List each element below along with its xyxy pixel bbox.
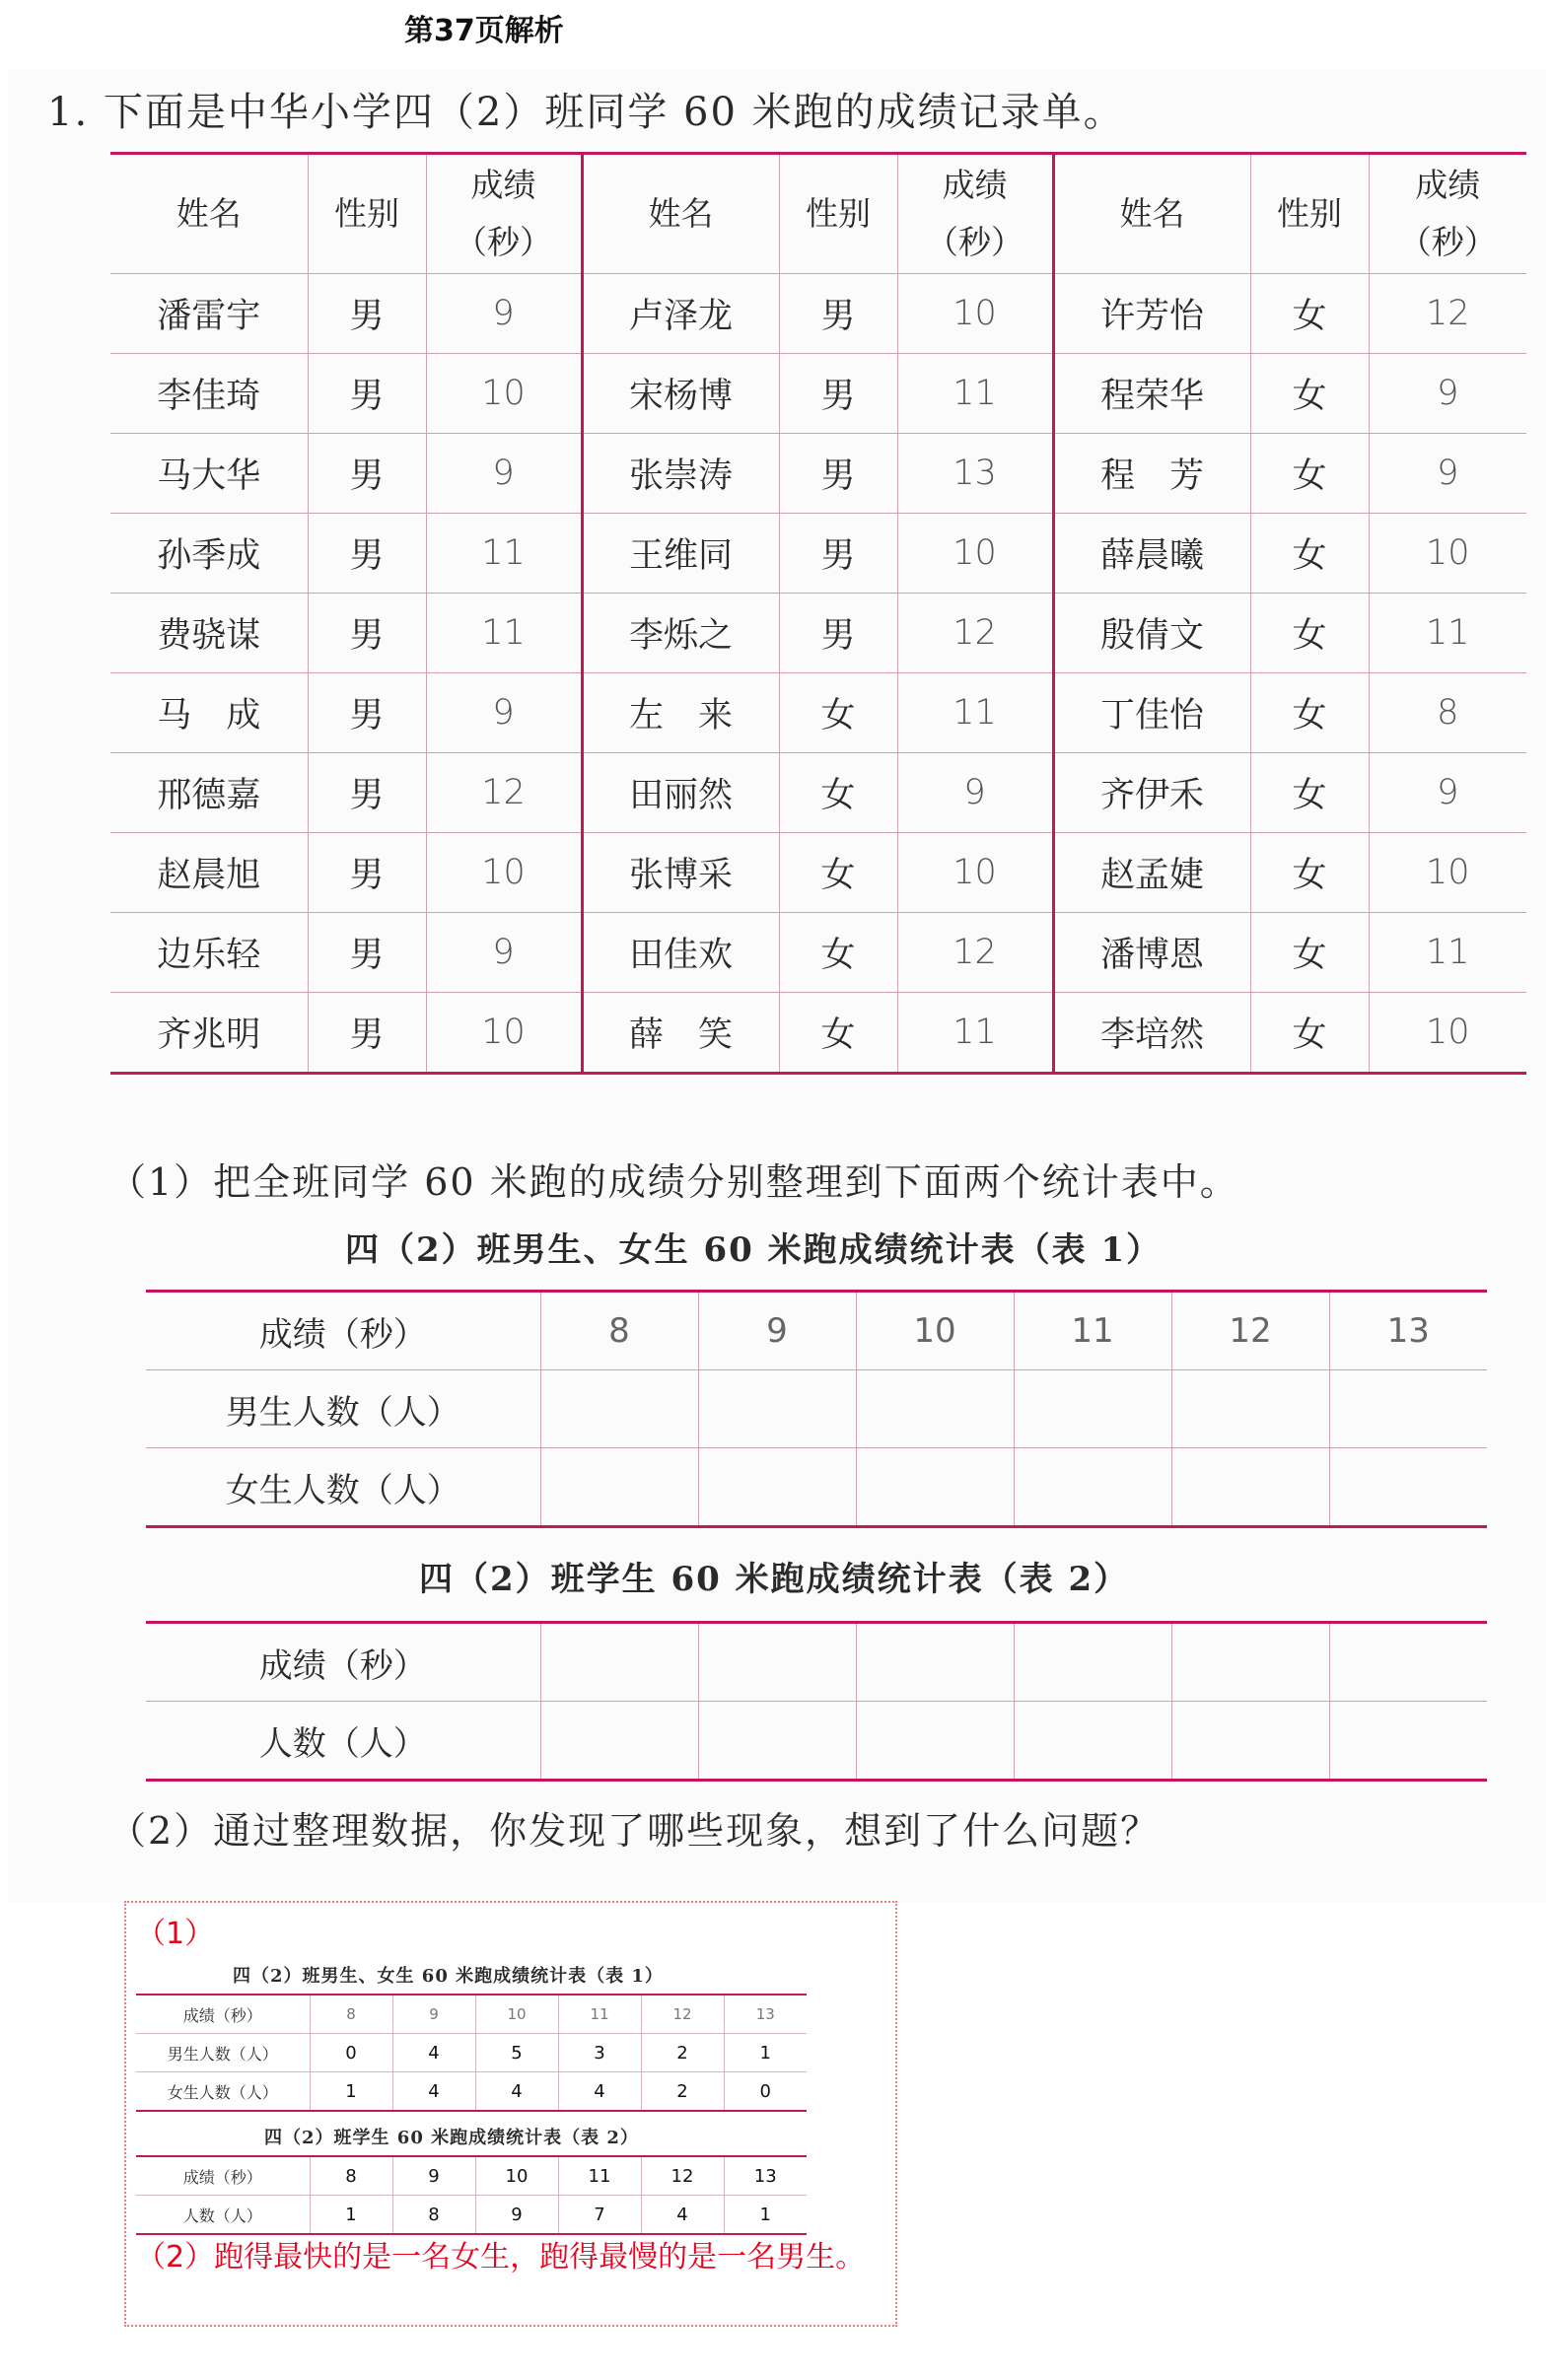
- table-row: [110, 514, 1526, 594]
- student-score: 13: [897, 434, 1053, 514]
- student-gender: 女: [779, 833, 897, 913]
- blank-cell[interactable]: [856, 1623, 1014, 1702]
- blank-cell[interactable]: [698, 1623, 856, 1702]
- blank-cell[interactable]: [1171, 1370, 1329, 1448]
- header-score-label: 成绩: [942, 166, 1008, 204]
- answer-cell: 9: [392, 1995, 475, 2034]
- answer-cell: 4: [641, 2196, 724, 2235]
- row-label-score: 成绩（秒）: [146, 1292, 540, 1370]
- blank-cell[interactable]: [1329, 1702, 1487, 1781]
- header-score-unit: （秒）: [455, 223, 552, 261]
- student-score: 10: [1369, 833, 1526, 913]
- header-score-label: 成绩: [1415, 166, 1481, 204]
- student-gender: 男: [308, 833, 426, 913]
- student-score: 10: [426, 833, 582, 913]
- student-score: 9: [1369, 753, 1526, 833]
- blank-cell[interactable]: [698, 1448, 856, 1527]
- student-gender: 男: [779, 274, 897, 354]
- answer-cell: 11: [558, 1995, 641, 2034]
- student-name: 邢德嘉: [110, 753, 308, 833]
- student-name: 左 来: [582, 673, 779, 753]
- student-score: 11: [897, 354, 1053, 434]
- student-score: 9: [426, 434, 582, 514]
- student-score: 10: [1369, 993, 1526, 1074]
- student-gender: 男: [308, 514, 426, 594]
- answer-cell: 7: [558, 2196, 641, 2235]
- boys-row: [136, 2034, 807, 2072]
- row-label-boys: 男生人数（人）: [136, 2034, 310, 2072]
- answer-cell: 10: [475, 2156, 558, 2196]
- student-gender: 男: [308, 434, 426, 514]
- answer-cell: 2: [641, 2072, 724, 2112]
- student-name: 齐伊禾: [1053, 753, 1250, 833]
- blank-cell[interactable]: [856, 1702, 1014, 1781]
- student-name: 丁佳怡: [1053, 673, 1250, 753]
- answer-cell: 12: [641, 1995, 724, 2034]
- student-gender: 男: [779, 514, 897, 594]
- student-name: 程荣华: [1053, 354, 1250, 434]
- header-name: 姓名: [1053, 154, 1250, 274]
- answer-label-1: （1）: [136, 1917, 215, 1951]
- student-name: 张博采: [582, 833, 779, 913]
- student-score: 11: [426, 514, 582, 594]
- boys-row: [146, 1370, 1487, 1448]
- blank-cell[interactable]: [1171, 1623, 1329, 1702]
- blank-table-2: [146, 1621, 1487, 1782]
- answer-table2-caption: 四（2）班学生 60 米跑成绩统计表（表 2）: [264, 2128, 639, 2148]
- student-name: 张崇涛: [582, 434, 779, 514]
- student-name: 孙季成: [110, 514, 308, 594]
- student-name: 赵晨旭: [110, 833, 308, 913]
- blank-cell[interactable]: [1329, 1623, 1487, 1702]
- student-name: 潘雷宇: [110, 274, 308, 354]
- student-name: 潘博恩: [1053, 913, 1250, 993]
- answer-cell: 1: [724, 2196, 807, 2235]
- student-gender: 男: [308, 673, 426, 753]
- student-gender: 男: [308, 913, 426, 993]
- blank-cell[interactable]: [856, 1370, 1014, 1448]
- table-row: [110, 993, 1526, 1074]
- score-row: [146, 1623, 1487, 1702]
- student-score: 10: [426, 993, 582, 1074]
- score-row: [136, 2156, 807, 2196]
- student-gender: 女: [1250, 274, 1369, 354]
- records-table: [110, 152, 1526, 1075]
- student-name: 马大华: [110, 434, 308, 514]
- student-gender: 男: [308, 993, 426, 1074]
- student-name: 薛晨曦: [1053, 514, 1250, 594]
- student-name: 薛 笑: [582, 993, 779, 1074]
- student-name: 程 芳: [1053, 434, 1250, 514]
- student-gender: 女: [1250, 833, 1369, 913]
- question-number: 1.: [47, 90, 90, 135]
- score-header-cell: 10: [856, 1292, 1014, 1370]
- student-score: 9: [426, 673, 582, 753]
- girls-row: [146, 1448, 1487, 1527]
- student-score: 9: [426, 913, 582, 993]
- row-label-boys: 男生人数（人）: [146, 1370, 540, 1448]
- part1-text: （1）把全班同学 60 米跑的成绩分别整理到下面两个统计表中。: [108, 1160, 1239, 1204]
- row-label-people: 人数（人）: [136, 2196, 310, 2235]
- answer-cell: 10: [475, 1995, 558, 2034]
- answer-table1-caption: 四（2）班男生、女生 60 米跑成绩统计表（表 1）: [233, 1966, 664, 1987]
- answer-cell: 0: [724, 2072, 807, 2112]
- student-score: 12: [1369, 274, 1526, 354]
- row-label-girls: 女生人数（人）: [146, 1448, 540, 1527]
- answer-cell: 1: [310, 2196, 392, 2235]
- student-score: 12: [426, 753, 582, 833]
- row-label-score: 成绩（秒）: [136, 2156, 310, 2196]
- row-label-people: 人数（人）: [146, 1702, 540, 1781]
- student-gender: 女: [1250, 354, 1369, 434]
- student-gender: 女: [1250, 993, 1369, 1074]
- table-row: [110, 673, 1526, 753]
- blank-cell[interactable]: [540, 1448, 698, 1527]
- student-name: 李烁之: [582, 594, 779, 673]
- student-gender: 女: [1250, 434, 1369, 514]
- blank-cell[interactable]: [1014, 1448, 1171, 1527]
- blank-cell[interactable]: [540, 1370, 698, 1448]
- blank-cell[interactable]: [1014, 1623, 1171, 1702]
- answer-text-2: （2）跑得最快的是一名女生，跑得最慢的是一名男生。: [136, 2240, 866, 2275]
- student-score: 10: [1369, 514, 1526, 594]
- score-row: [146, 1292, 1487, 1370]
- student-score: 12: [897, 594, 1053, 673]
- answer-cell: 8: [310, 1995, 392, 2034]
- answer-cell: 1: [310, 2072, 392, 2112]
- answer-box: [124, 1901, 897, 2327]
- blank-cell[interactable]: [1329, 1370, 1487, 1448]
- score-row: [136, 1995, 807, 2034]
- page-title: 第37页解析: [404, 14, 564, 48]
- student-score: 11: [1369, 913, 1526, 993]
- blank-cell[interactable]: [1014, 1370, 1171, 1448]
- student-name: 许芳怡: [1053, 274, 1250, 354]
- blank-cell[interactable]: [698, 1370, 856, 1448]
- student-score: 9: [1369, 354, 1526, 434]
- header-gender: 性别: [308, 154, 426, 274]
- student-name: 卢泽龙: [582, 274, 779, 354]
- row-label-score: 成绩（秒）: [146, 1623, 540, 1702]
- header-score-unit: （秒）: [926, 223, 1024, 261]
- student-score: 10: [897, 833, 1053, 913]
- blank-cell[interactable]: [698, 1702, 856, 1781]
- score-header-cell: 9: [698, 1292, 856, 1370]
- header-score-unit: （秒）: [1398, 223, 1497, 261]
- student-score: 9: [1369, 434, 1526, 514]
- table-row: [110, 274, 1526, 354]
- table-row: [110, 434, 1526, 514]
- student-score: 8: [1369, 673, 1526, 753]
- student-gender: 女: [1250, 594, 1369, 673]
- student-score: 10: [897, 514, 1053, 594]
- answer-cell: 12: [641, 2156, 724, 2196]
- student-name: 王维同: [582, 514, 779, 594]
- answer-cell: 4: [392, 2072, 475, 2112]
- answer-cell: 11: [558, 2156, 641, 2196]
- header-score-label: 成绩: [470, 166, 536, 204]
- student-score: 11: [1369, 594, 1526, 673]
- score-header-cell: 8: [540, 1292, 698, 1370]
- answer-cell: 8: [310, 2156, 392, 2196]
- table-row: [110, 594, 1526, 673]
- student-score: 12: [897, 913, 1053, 993]
- answer-cell: 0: [310, 2034, 392, 2072]
- question-body: 下面是中华小学四（2）班同学 60 米跑的成绩记录单。: [103, 90, 1125, 135]
- answer-cell: 13: [724, 2156, 807, 2196]
- header-name: 姓名: [582, 154, 779, 274]
- blank-table-1: [146, 1290, 1487, 1528]
- student-gender: 女: [779, 673, 897, 753]
- blank-cell[interactable]: [1171, 1448, 1329, 1527]
- blank-cell[interactable]: [1171, 1702, 1329, 1781]
- student-name: 费骁谋: [110, 594, 308, 673]
- answer-cell: 13: [724, 1995, 807, 2034]
- table2-caption: 四（2）班学生 60 米跑成绩统计表（表 2）: [419, 1560, 1130, 1599]
- score-header-cell: 12: [1171, 1292, 1329, 1370]
- score-header-cell: 13: [1329, 1292, 1487, 1370]
- header-score: [426, 154, 582, 274]
- student-score: 9: [897, 753, 1053, 833]
- header-gender: 性别: [779, 154, 897, 274]
- answer-cell: 4: [475, 2072, 558, 2112]
- answer-table-2: [136, 2155, 807, 2235]
- row-label-girls: 女生人数（人）: [136, 2072, 310, 2112]
- student-gender: 男: [779, 434, 897, 514]
- student-name: 马 成: [110, 673, 308, 753]
- student-name: 边乐轻: [110, 913, 308, 993]
- student-score: 9: [426, 274, 582, 354]
- answer-table-1: [136, 1994, 807, 2112]
- student-name: 田佳欢: [582, 913, 779, 993]
- blank-cell[interactable]: [540, 1623, 698, 1702]
- part2-text: （2）通过整理数据，你发现了哪些现象，想到了什么问题？: [108, 1809, 1161, 1853]
- blank-cell[interactable]: [856, 1448, 1014, 1527]
- student-name: 李佳琦: [110, 354, 308, 434]
- student-score: 11: [897, 673, 1053, 753]
- answer-cell: 4: [558, 2072, 641, 2112]
- header-name: 姓名: [110, 154, 308, 274]
- table-row: [110, 833, 1526, 913]
- table-row: [110, 354, 1526, 434]
- header-gender: 性别: [1250, 154, 1369, 274]
- student-name: 赵孟婕: [1053, 833, 1250, 913]
- student-score: 10: [426, 354, 582, 434]
- header-score: [897, 154, 1053, 274]
- header-score: [1369, 154, 1526, 274]
- row-label-score: 成绩（秒）: [136, 1995, 310, 2034]
- blank-cell[interactable]: [1329, 1448, 1487, 1527]
- blank-cell[interactable]: [540, 1702, 698, 1781]
- student-score: 11: [426, 594, 582, 673]
- student-gender: 女: [1250, 753, 1369, 833]
- student-gender: 男: [308, 274, 426, 354]
- answer-cell: 9: [475, 2196, 558, 2235]
- student-gender: 女: [779, 993, 897, 1074]
- question-text: [47, 81, 1125, 137]
- answer-cell: 4: [392, 2034, 475, 2072]
- student-name: 田丽然: [582, 753, 779, 833]
- student-gender: 男: [308, 354, 426, 434]
- table-row: [110, 913, 1526, 993]
- student-name: 宋杨博: [582, 354, 779, 434]
- student-name: 齐兆明: [110, 993, 308, 1074]
- student-gender: 女: [779, 753, 897, 833]
- people-row: [136, 2196, 807, 2235]
- answer-cell: 2: [641, 2034, 724, 2072]
- student-score: 10: [897, 274, 1053, 354]
- student-name: 李培然: [1053, 993, 1250, 1074]
- answer-cell: 3: [558, 2034, 641, 2072]
- table-row: [110, 753, 1526, 833]
- answer-cell: 9: [392, 2156, 475, 2196]
- student-gender: 男: [308, 753, 426, 833]
- people-row: [146, 1702, 1487, 1781]
- answer-cell: 8: [392, 2196, 475, 2235]
- student-gender: 女: [779, 913, 897, 993]
- student-gender: 女: [1250, 514, 1369, 594]
- score-header-cell: 11: [1014, 1292, 1171, 1370]
- student-gender: 男: [308, 594, 426, 673]
- table1-caption: 四（2）班男生、女生 60 米跑成绩统计表（表 1）: [345, 1230, 1163, 1270]
- student-gender: 女: [1250, 913, 1369, 993]
- student-gender: 女: [1250, 673, 1369, 753]
- student-gender: 男: [779, 594, 897, 673]
- student-score: 11: [897, 993, 1053, 1074]
- student-name: 殷倩文: [1053, 594, 1250, 673]
- answer-cell: 1: [724, 2034, 807, 2072]
- student-gender: 男: [779, 354, 897, 434]
- blank-cell[interactable]: [1014, 1702, 1171, 1781]
- answer-cell: 5: [475, 2034, 558, 2072]
- girls-row: [136, 2072, 807, 2112]
- records-header-row: [110, 154, 1526, 274]
